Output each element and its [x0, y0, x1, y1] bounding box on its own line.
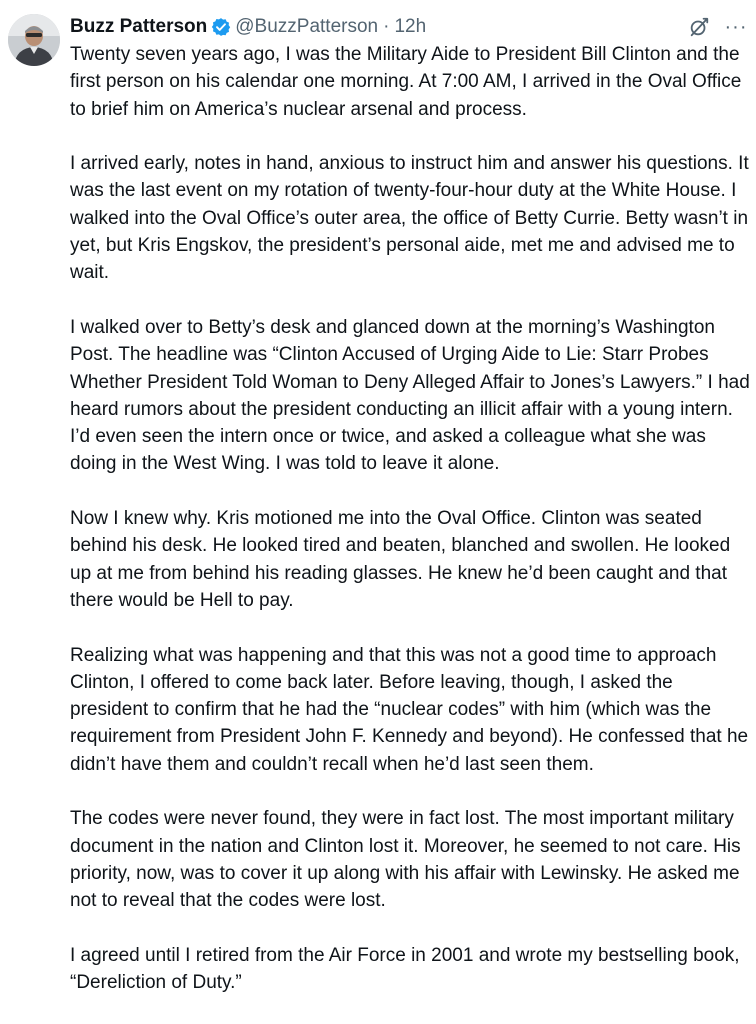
tweet-paragraph: I arrived early, notes in hand, anxious to instruct him and answer his questions. It was the last event on my rotation of twenty-four-hour duty at the White House. I walked into the Oval Office’s outer area, the office of Betty Currie. Betty wasn’t in yet, but Kris Engskov, the president’s personal aide, met me and advised me to wait.: [70, 153, 749, 284]
tweet-paragraph: I agreed until I retired from the Air Force in 2001 and wrote my bestselling book, “Dereliction of Duty.”: [70, 944, 740, 994]
more-icon[interactable]: ···: [724, 16, 748, 38]
tweet-paragraph: Realizing what was happening and that this was not a good time to approach Clinton, I offered to come back later. Before leaving, though, I asked the president to confirm that he had the “nuclear codes” with him (which was the requirement from President John F. Kennedy and beyond). He confessed that he didn’t have them and couldn’t recall when he’d last seen them.: [70, 644, 749, 775]
tweet-paragraph: Now I knew why. Kris motioned me into the Oval Office. Clinton was seated behind his desk. He looked tired and beaten, blanched and swollen. He looked up at me from behind his reading glasses. He knew he’d been caught and that there would be Hell to pay.: [70, 508, 731, 611]
tweet-paragraph: I walked over to Betty’s desk and glanced down at the morning’s Washington Post. The headline was “Clinton Accused of Urging Aide to Lie: Starr Probes Whether President Told Woman to Deny Alleged Affair to Jones’s Lawyers.” I had heard rumors about the president conducting an illicit affair with a young intern. I’d even seen the intern once or twice, and asked a colleague what she was doing in the West Wing. I was told to leave it alone.: [70, 316, 750, 475]
timestamp[interactable]: 12h: [394, 16, 427, 37]
tweet-paragraph: The codes were never found, they were in fact lost. The most important military document in the nation and Clinton lost it. Moreover, he seemed to not care. His priority, now, was to cover it up along with his affair with Lewinsky. He asked me not to reveal that the codes were lost.: [70, 808, 741, 912]
verified-badge-icon: [211, 17, 231, 37]
avatar[interactable]: [8, 14, 60, 66]
avatar-photo: [8, 14, 60, 66]
separator-dot: ·: [383, 16, 390, 37]
tweet-paragraph: Twenty seven years ago, I was the Military Aide to President Bill Clinton and the first person on his calendar one morning. At 7:00 AM, I arrived in the Oval Office to brief him on America’s nuclear arsenal and process.: [70, 44, 742, 120]
grok-icon[interactable]: [688, 16, 710, 38]
tweet-text: [70, 41, 754, 996]
handle[interactable]: @BuzzPatterson: [235, 16, 379, 37]
header-actions: [688, 16, 748, 38]
tweet-header: [70, 14, 748, 40]
display-name[interactable]: Buzz Patterson: [70, 16, 208, 37]
